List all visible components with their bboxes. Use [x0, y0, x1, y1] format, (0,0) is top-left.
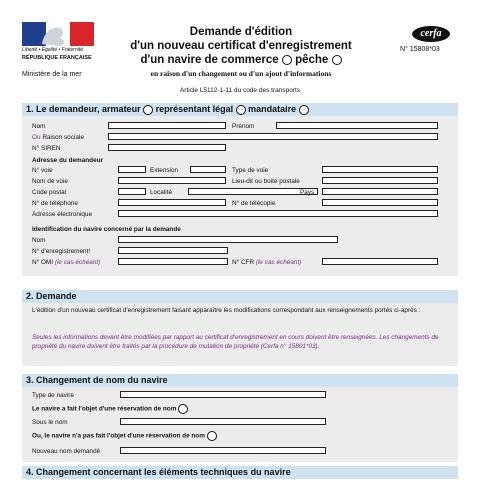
section1-header — [22, 103, 458, 116]
omi-label-row — [32, 259, 100, 267]
voie-field[interactable] — [118, 166, 146, 173]
republic-name: RÉPUBLIQUE FRANÇAISE — [22, 55, 92, 61]
form-title-line1: Demande d'édition — [189, 26, 293, 38]
representant-label: représentant légal — [155, 104, 234, 114]
pays-field[interactable] — [322, 188, 438, 195]
nom-field[interactable] — [108, 122, 226, 129]
reservation-q1-row — [32, 404, 188, 414]
section3-header — [22, 374, 458, 387]
reservation-q2-row — [32, 431, 217, 441]
nouveau-nom-field[interactable] — [120, 447, 326, 454]
cfr-label-row — [232, 259, 301, 267]
lieu-dit-field[interactable] — [322, 177, 438, 184]
navire-enreg-label: N° d'enregistrement¹ — [32, 248, 91, 255]
form-title-line3 — [112, 54, 370, 66]
telephone-label: N° de téléphone — [32, 200, 78, 207]
reservation-no-radio[interactable] — [207, 431, 217, 441]
cerfa-logo: cerfa — [412, 26, 450, 42]
reservation-q2-label: Ou, le navire n'a pas fait l'objet d'une réservation de nom — [32, 432, 205, 440]
navire-title: Identification du navire concerné par la demande — [32, 226, 181, 233]
cerfa-number: N° 15808*03 — [400, 46, 440, 53]
nom-voie-label: Nom de voie — [32, 178, 68, 185]
section1-title: 1. Le demandeur, — [26, 104, 100, 114]
article-reference: Article L5112-1-11 du code des transports — [179, 87, 301, 94]
telephone-field[interactable] — [118, 199, 226, 206]
raison-sociale-label: Raison sociale — [42, 134, 84, 141]
representant-radio[interactable] — [236, 105, 246, 115]
armateur-label: armateur — [102, 104, 141, 114]
type-navire-label: Type de navire — [32, 392, 74, 399]
section4-header — [22, 466, 458, 479]
cfr-field[interactable] — [322, 258, 438, 265]
mandataire-label: mandataire — [248, 104, 297, 114]
mandataire-radio[interactable] — [299, 105, 309, 115]
navire-nom-label: Nom — [32, 237, 46, 244]
raison-sociale-label-row — [32, 134, 84, 142]
cfr-note: (le cas échéant) — [255, 259, 302, 266]
type-navire-field[interactable] — [120, 391, 326, 398]
omi-label: N° OMI — [32, 259, 54, 266]
section2-header — [22, 290, 458, 303]
localite-field[interactable] — [188, 188, 318, 195]
ministry-label: Ministère de la mer — [22, 71, 82, 78]
pays-label: Pays — [300, 189, 315, 196]
sous-le-nom-label: Sous le nom — [32, 419, 68, 426]
email-field[interactable] — [118, 210, 438, 217]
omi-field[interactable] — [118, 258, 228, 265]
sous-le-nom-field[interactable] — [120, 418, 326, 425]
reservation-yes-radio[interactable] — [178, 404, 188, 414]
navire-enreg-field[interactable] — [118, 247, 228, 254]
title-commerce-label: d'un navire de commerce — [140, 54, 279, 66]
nom-voie-field[interactable] — [118, 177, 226, 184]
section2-title: 2. Demande — [26, 291, 77, 301]
email-label: Adresse électronique — [32, 211, 93, 218]
section2-text1: L'édition d'un nouveau certificat d'enregistrement faisant apparaître les modifications correspondant aux renseignements portés ci-après : — [32, 307, 421, 314]
voie-label: N° voie — [32, 167, 53, 174]
form-title-line2: d'un nouveau certificat d'enregistrement — [130, 40, 352, 52]
form-title-line4: en raison d'un changement ou d'un ajout d'informations — [150, 69, 332, 78]
section3-title: 3. Changement de nom du navire — [26, 375, 168, 385]
section2-text2: Seules les informations devant être modifiées par rapport au certificat d'enregistrement en cours doivent être renseignées. Les changements de propriété du navire doivent être traités par la procédure de mutation de propriété (Cerfa n° 15801*03). — [32, 334, 439, 350]
navire-nom-field[interactable] — [118, 236, 338, 243]
extension-label: Extension — [150, 167, 179, 174]
type-voie-field[interactable] — [322, 166, 438, 173]
raison-sociale-field[interactable] — [108, 133, 438, 140]
telecopie-label: N° de télécopie — [232, 200, 276, 207]
code-postal-label: Code postal — [32, 189, 67, 196]
cfr-label: N° CFR — [232, 259, 255, 266]
adresse-title: Adresse du demandeur — [32, 157, 104, 164]
reservation-q1-label: Le navire a fait l'objet d'une réservation de nom — [32, 405, 177, 413]
title-peche-label: pêche — [295, 54, 329, 66]
peche-radio[interactable] — [332, 55, 342, 65]
type-voie-label: Type de voie — [232, 167, 269, 174]
republic-motto: Liberté • Égalité • Fraternité — [22, 47, 84, 53]
prenom-field[interactable] — [276, 122, 438, 129]
code-postal-field[interactable] — [118, 188, 146, 195]
telecopie-field[interactable] — [322, 199, 438, 206]
siren-field[interactable] — [108, 144, 226, 151]
section4-title: 4. Changement concernant les éléments techniques du navire — [26, 467, 291, 477]
omi-note: (le cas échéant) — [54, 259, 101, 266]
extension-field[interactable] — [190, 166, 226, 173]
localite-label: Localité — [150, 189, 173, 196]
nom-label: Nom — [32, 123, 46, 130]
commerce-radio[interactable] — [282, 55, 292, 65]
prenom-label: Prénom — [232, 123, 255, 130]
republic-logo — [22, 22, 94, 68]
nouveau-nom-label: Nouveau nom demandé — [32, 448, 101, 455]
siren-label: N° SIREN — [32, 145, 61, 152]
armateur-radio[interactable] — [143, 105, 153, 115]
ou-label: Ou — [32, 134, 41, 141]
lieu-dit-label: Lieu-dit ou boite postale — [232, 178, 300, 185]
